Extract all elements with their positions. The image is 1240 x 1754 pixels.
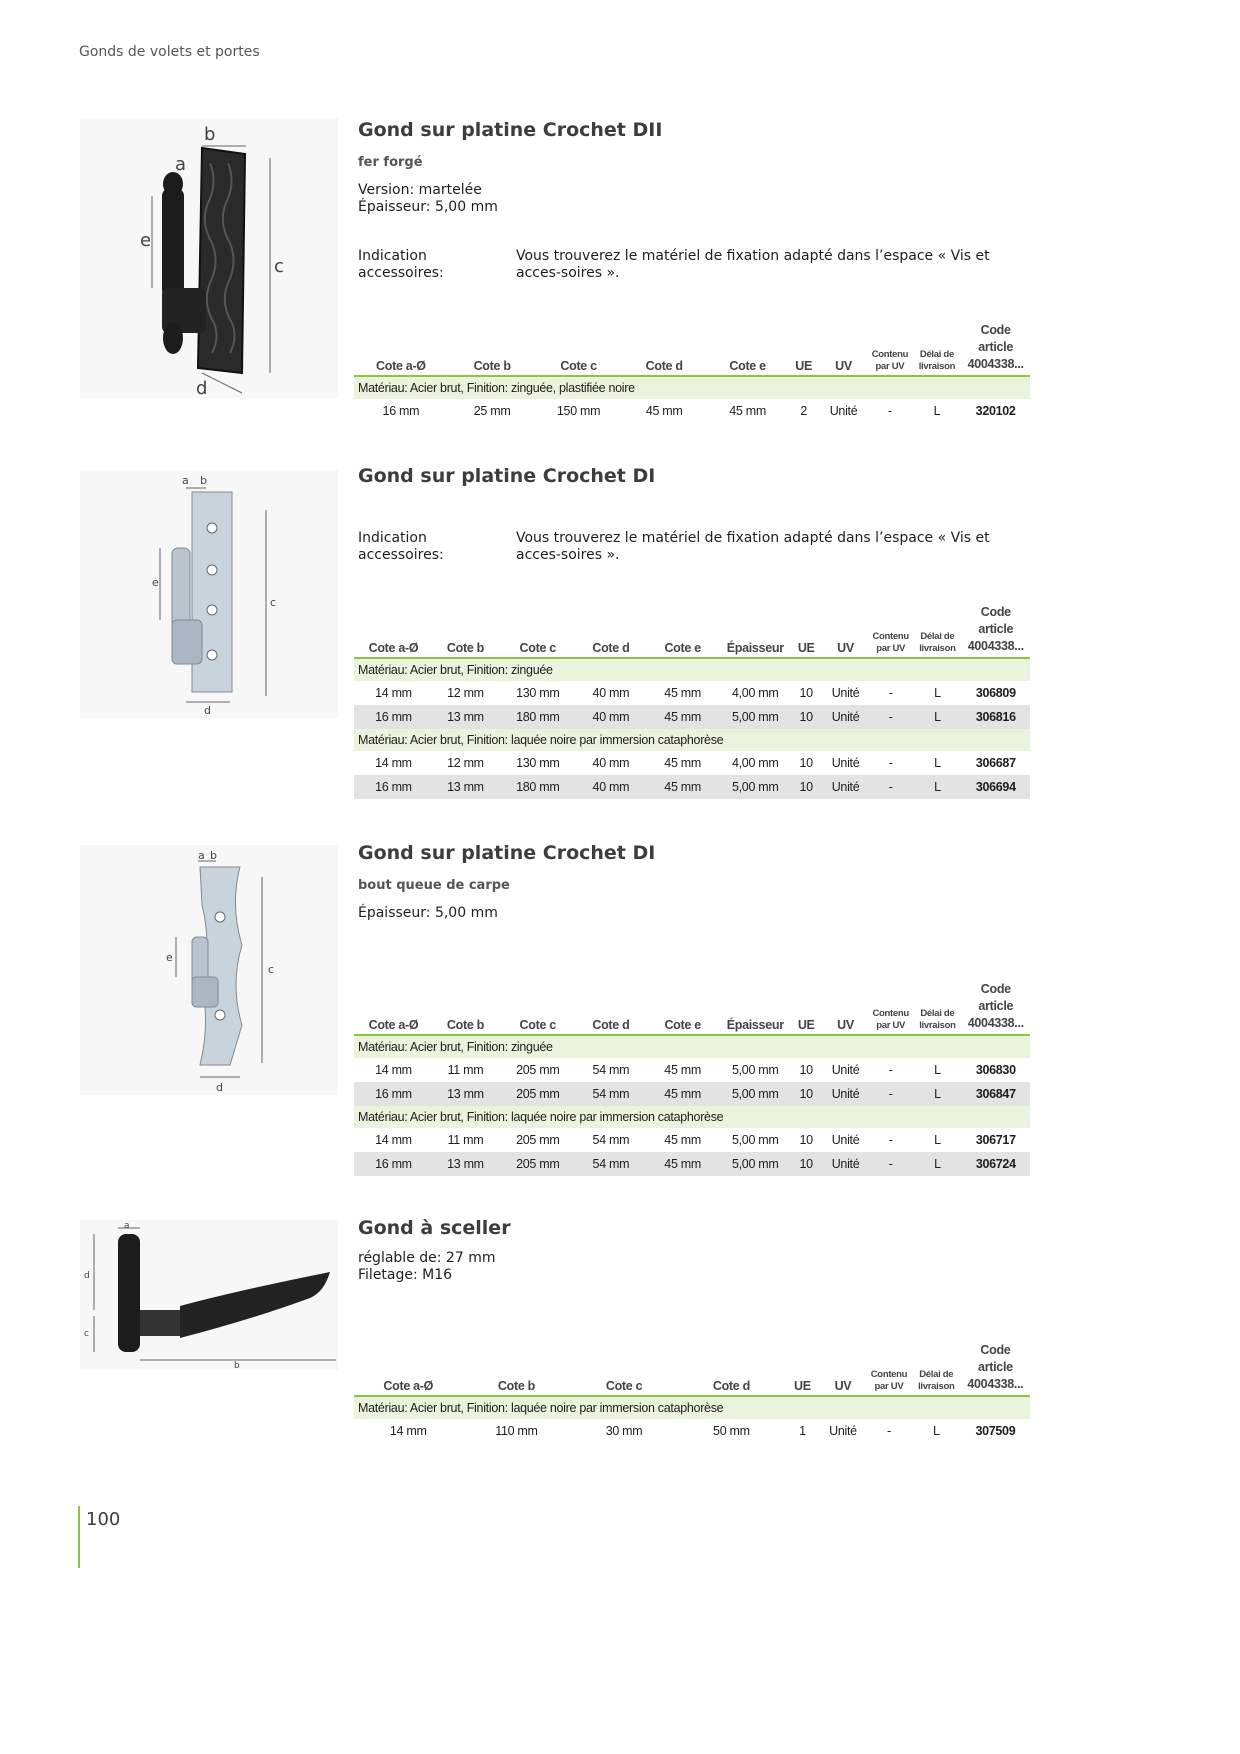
cell: 45 mm (644, 775, 721, 799)
cell: L (934, 1063, 941, 1077)
product-block (0, 464, 1110, 794)
col-header: UV (820, 1342, 867, 1396)
col-header: Cote c (498, 604, 577, 658)
cell: 10 (789, 705, 822, 729)
table-row (354, 1082, 1030, 1106)
dim-label-a: a (124, 1221, 130, 1231)
product-content (358, 1216, 1030, 1436)
col-header: Cote e (708, 322, 788, 376)
cell: 1 (799, 1424, 806, 1438)
dim-label-d: d (196, 378, 208, 398)
cell: 180 mm (498, 775, 577, 799)
col-header: Code article 4004338... (961, 322, 1030, 376)
table-row (354, 1128, 1030, 1152)
cell: 45 mm (645, 404, 683, 418)
accessory-label: Indication accessoires: (358, 248, 444, 281)
col-header: UV (820, 322, 868, 376)
table-row (354, 1152, 1030, 1176)
cell: 14 mm (389, 1424, 427, 1438)
cell: L (913, 775, 961, 799)
cell: 16 mm (354, 1082, 433, 1106)
prop-version: Version: martelée (358, 182, 482, 198)
col-header: Contenu par UV (868, 604, 913, 658)
cell: 130 mm (516, 686, 560, 700)
cell: Unité (823, 1152, 868, 1176)
table-row (354, 1058, 1030, 1082)
col-header: Contenu par UV (867, 322, 912, 376)
col-header: Code article 4004338... (962, 981, 1030, 1035)
product-block (0, 841, 1110, 1171)
material-row (354, 1106, 1030, 1128)
cell: 45 mm (664, 686, 701, 700)
col-header: Cote d (621, 322, 708, 376)
col-header: Code article 4004338... (961, 1342, 1030, 1396)
cell: 10 (799, 756, 813, 770)
cell: 205 mm (516, 1133, 560, 1147)
cell: 150 mm (556, 404, 601, 418)
product-content (358, 464, 1030, 794)
accessory-label: Indication accessoires: (358, 530, 444, 563)
col-header: Contenu par UV (868, 981, 913, 1035)
accessory-note (358, 248, 1024, 282)
cell: 45 mm (664, 1063, 701, 1077)
dim-label-b: b (234, 1361, 240, 1370)
cell: 180 mm (498, 705, 577, 729)
material-text: Matériau: Acier brut, Finition: zinguée, plastifiée noire (354, 376, 1030, 399)
cell: - (888, 756, 893, 770)
cell: 5,00 mm (721, 705, 789, 729)
cell: Unité (831, 1063, 860, 1077)
cell: L (934, 756, 941, 770)
table-header-row (354, 1342, 1030, 1396)
cell: - (888, 404, 892, 418)
cell: 11 mm (447, 1063, 484, 1077)
cell: 11 mm (447, 1133, 484, 1147)
cell: 205 mm (516, 1063, 560, 1077)
col-header: UV (823, 604, 868, 658)
dim-label-b: b (210, 849, 217, 862)
col-header: Cote c (570, 1342, 677, 1396)
material-row (354, 729, 1030, 751)
cell: 54 mm (592, 1133, 630, 1147)
cell: 16 mm (354, 705, 433, 729)
col-header: Cote e (644, 981, 721, 1035)
col-header: UE (789, 604, 822, 658)
hinge-drawing (80, 470, 338, 718)
cell: 10 (799, 1133, 813, 1147)
article-code: 307509 (975, 1424, 1016, 1438)
article-code: 306809 (975, 686, 1016, 700)
article-code: 306687 (975, 756, 1016, 770)
spec-table (354, 604, 1030, 799)
cell: 2 (800, 404, 807, 418)
col-header: Cote c (536, 322, 620, 376)
product-title: Gond à sceller (358, 1217, 511, 1239)
cell: 5,00 mm (721, 1082, 789, 1106)
material-row (354, 376, 1030, 399)
col-header: UE (785, 1342, 820, 1396)
cell: 13 mm (433, 705, 498, 729)
cell: 45 mm (644, 705, 721, 729)
col-header: Cote a-Ø (354, 1342, 463, 1396)
dim-label-d: d (216, 1081, 223, 1094)
col-header: Cote a-Ø (354, 981, 433, 1035)
cell: L (934, 686, 941, 700)
page-accent-bar (78, 1506, 80, 1568)
article-code: 306847 (962, 1082, 1030, 1106)
product-properties (358, 1250, 495, 1284)
cell: 14 mm (375, 1133, 412, 1147)
col-header: Code article 4004338... (962, 604, 1030, 658)
product-subtitle: bout queue de carpe (358, 878, 510, 893)
cell: 45 mm (664, 756, 701, 770)
cell: - (888, 1133, 893, 1147)
col-header: Cote a-Ø (354, 322, 448, 376)
article-code: 320102 (975, 404, 1016, 418)
col-header: Délai de livraison (912, 1342, 961, 1396)
material-text: Matériau: Acier brut, Finition: zinguée (354, 658, 1030, 681)
article-code: 306694 (962, 775, 1030, 799)
cell: 54 mm (578, 1152, 645, 1176)
col-header: Délai de livraison (913, 981, 961, 1035)
table-header-row (354, 604, 1030, 658)
product-properties (358, 905, 498, 922)
table-header-row (354, 322, 1030, 376)
dim-label-c: c (84, 1329, 89, 1339)
cell: 25 mm (473, 404, 511, 418)
dim-label-c: c (270, 596, 277, 609)
cell: L (913, 705, 961, 729)
product-content (358, 841, 1030, 1171)
cell: 10 (799, 686, 813, 700)
product-image (80, 118, 338, 398)
cell: Unité (823, 1082, 868, 1106)
dim-label-a: a (198, 849, 205, 862)
table-row (354, 681, 1030, 705)
spec-table (354, 322, 1030, 423)
spec-table (354, 1342, 1030, 1443)
col-header: Cote c (498, 981, 577, 1035)
col-header: UE (789, 981, 822, 1035)
col-header: Cote b (433, 604, 498, 658)
cell: Unité (823, 705, 868, 729)
col-header: Épaisseur (721, 981, 789, 1035)
col-header: Cote b (433, 981, 498, 1035)
cell: L (932, 1424, 940, 1438)
cell: L (913, 1152, 961, 1176)
cell: - (888, 686, 893, 700)
col-header: Cote b (448, 322, 537, 376)
cell: 40 mm (578, 775, 645, 799)
cell: 40 mm (592, 686, 630, 700)
cell: Unité (831, 686, 860, 700)
cell: 13 mm (433, 1082, 498, 1106)
cell: 4,00 mm (731, 686, 779, 700)
dim-label-e: e (152, 576, 159, 589)
prop-thickness: Épaisseur: 5,00 mm (358, 905, 498, 921)
cell: Unité (831, 756, 860, 770)
accessory-note (358, 530, 1024, 564)
col-header: Cote d (578, 604, 645, 658)
hinge-drawing (80, 845, 338, 1095)
col-header: Cote d (578, 981, 645, 1035)
cell: - (888, 1063, 893, 1077)
product-block (0, 1216, 1110, 1436)
article-code: 306830 (975, 1063, 1016, 1077)
article-code: 306816 (962, 705, 1030, 729)
col-header: Contenu par UV (866, 1342, 911, 1396)
col-header: Cote e (644, 604, 721, 658)
cell: - (868, 1152, 913, 1176)
cell: 12 mm (447, 756, 484, 770)
cell: 30 mm (605, 1424, 643, 1438)
cell: 13 mm (433, 1152, 498, 1176)
cell: 14 mm (375, 686, 412, 700)
article-code: 306717 (975, 1133, 1016, 1147)
cell: Unité (823, 775, 868, 799)
dim-label-d: d (204, 704, 211, 717)
material-row (354, 1396, 1030, 1419)
accessory-text: Vous trouverez le matériel de fixation adapté dans l’espace « Vis et acces-soires ». (516, 248, 990, 281)
cell: 13 mm (433, 775, 498, 799)
dim-label-b: b (200, 474, 207, 487)
product-title: Gond sur platine Crochet DII (358, 119, 663, 141)
cell: 10 (789, 1082, 822, 1106)
prop-thread: Filetage: M16 (358, 1267, 453, 1283)
product-subtitle: fer forgé (358, 155, 423, 170)
cell: - (887, 1424, 891, 1438)
cell: 50 mm (713, 1424, 750, 1438)
material-row (354, 1035, 1030, 1058)
cell: L (933, 404, 941, 418)
cell: L (934, 1133, 941, 1147)
running-head: Gonds de volets et portes (79, 44, 260, 60)
cell: 40 mm (592, 756, 630, 770)
material-text: Matériau: Acier brut, Finition: zinguée (354, 1035, 1030, 1058)
cell: 130 mm (516, 756, 560, 770)
product-title: Gond sur platine Crochet DI (358, 465, 656, 487)
table-row (354, 705, 1030, 729)
cell: 16 mm (354, 775, 433, 799)
cell: Unité (829, 404, 858, 418)
product-image (80, 470, 338, 718)
hinge-drawing (80, 118, 338, 398)
col-header: Cote b (463, 1342, 571, 1396)
cell: 4,00 mm (731, 756, 779, 770)
material-text: Matériau: Acier brut, Finition: laquée noire par immersion cataphorèse (354, 1106, 1030, 1128)
cell: 110 mm (495, 1424, 538, 1438)
product-title: Gond sur platine Crochet DI (358, 842, 656, 864)
cell: 205 mm (498, 1152, 577, 1176)
material-text: Matériau: Acier brut, Finition: laquée noire par immersion cataphorèse (354, 1396, 1030, 1419)
cell: 45 mm (644, 1082, 721, 1106)
dim-label-e: e (140, 230, 152, 251)
cell: 16 mm (382, 404, 420, 418)
table-row (354, 399, 1030, 423)
cell: 45 mm (644, 1152, 721, 1176)
dim-label-d: d (84, 1271, 90, 1281)
product-block (0, 118, 1110, 428)
dim-label-e: e (166, 951, 173, 964)
dim-label-a: a (175, 154, 187, 175)
cell: 16 mm (354, 1152, 433, 1176)
cell: 5,00 mm (731, 1063, 779, 1077)
product-image (80, 1220, 338, 1370)
cell: 14 mm (375, 1063, 412, 1077)
col-header: Épaisseur (721, 604, 789, 658)
cell: 10 (789, 1152, 822, 1176)
table-row (354, 751, 1030, 775)
dim-label-c: c (268, 963, 275, 976)
table-header-row (354, 981, 1030, 1035)
page-number: 100 (86, 1509, 121, 1530)
cell: 5,00 mm (721, 1152, 789, 1176)
product-content (358, 118, 1030, 428)
cell: Unité (829, 1424, 857, 1438)
table-row (354, 1419, 1030, 1443)
cell: 14 mm (375, 756, 412, 770)
spike-hinge-drawing (80, 1220, 338, 1370)
material-row (354, 658, 1030, 681)
col-header: UE (788, 322, 820, 376)
cell: 45 mm (664, 1133, 701, 1147)
material-text: Matériau: Acier brut, Finition: laquée noire par immersion cataphorèse (354, 729, 1030, 751)
prop-adjustable: réglable de: 27 mm (358, 1250, 496, 1266)
cell: L (913, 1082, 961, 1106)
cell: 54 mm (578, 1082, 645, 1106)
col-header: Cote d (678, 1342, 785, 1396)
accessory-text: Vous trouverez le matériel de fixation adapté dans l’espace « Vis et acces-soires ». (516, 530, 990, 563)
cell: 54 mm (592, 1063, 630, 1077)
cell: 45 mm (729, 404, 766, 418)
article-code: 306724 (962, 1152, 1030, 1176)
spec-table (354, 981, 1030, 1176)
product-image (80, 845, 338, 1095)
prop-thickness: Épaisseur: 5,00 mm (358, 199, 498, 215)
cell: - (868, 1082, 913, 1106)
cell: 12 mm (447, 686, 484, 700)
table-row (354, 775, 1030, 799)
cell: - (868, 775, 913, 799)
cell: Unité (831, 1133, 860, 1147)
cell: 205 mm (498, 1082, 577, 1106)
product-properties (358, 182, 498, 216)
col-header: Délai de livraison (913, 322, 962, 376)
cell: 5,00 mm (721, 775, 789, 799)
dim-label-a: a (182, 474, 189, 487)
col-header: Délai de livraison (913, 604, 961, 658)
col-header: Cote a-Ø (354, 604, 433, 658)
cell: - (868, 705, 913, 729)
col-header: UV (823, 981, 868, 1035)
cell: 5,00 mm (731, 1133, 779, 1147)
dim-label-b: b (204, 124, 216, 145)
cell: 10 (799, 1063, 813, 1077)
cell: 10 (789, 775, 822, 799)
cell: 40 mm (578, 705, 645, 729)
dim-label-c: c (274, 256, 284, 277)
